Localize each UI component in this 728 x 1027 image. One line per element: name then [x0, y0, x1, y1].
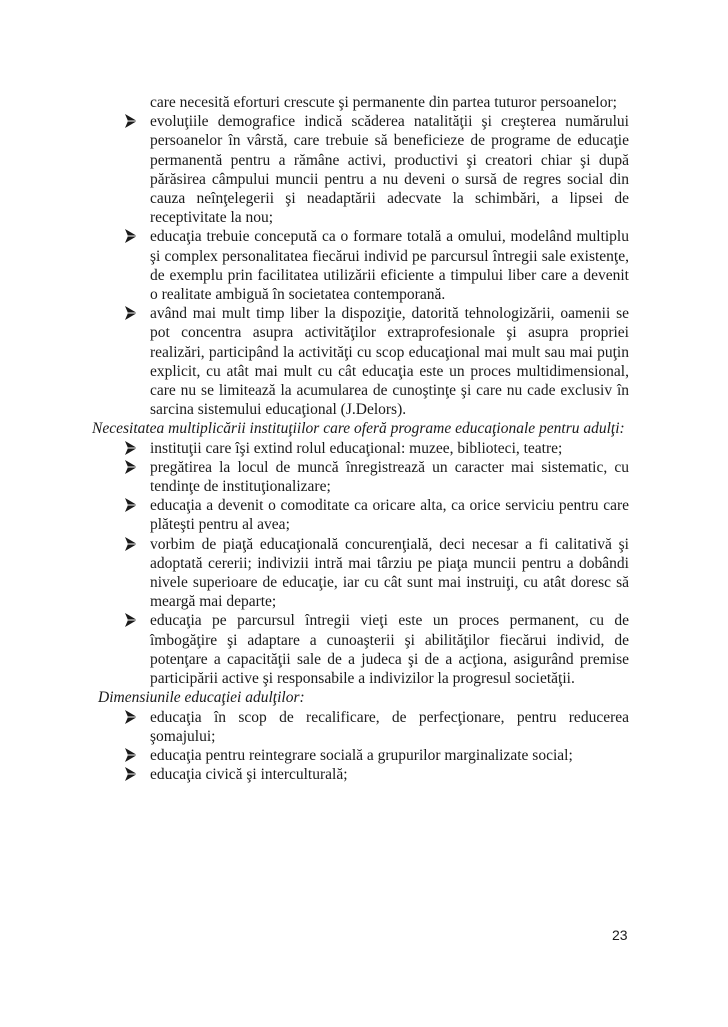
- list-item-text: educaţia pentru reintegrare socială a grupurilor marginalizate social;: [150, 746, 573, 764]
- arrow-bullet-icon: [124, 747, 138, 763]
- arrow-bullet-icon: [124, 113, 138, 129]
- list-item-text: instituţii care îşi extind rolul educaţional: muzee, biblioteci, teatre;: [150, 439, 563, 457]
- arrow-bullet-icon: [124, 305, 138, 321]
- list-item: [150, 746, 629, 765]
- list-item-text: evoluţiile demografice indică scăderea natalităţii şi creşterea numărului persoanelor în vârstă, care trebuie să beneficieze de programe de educaţie permanentă pentru a rămâne activi, productivi şi creatori chiar şi după părăsirea câmpului muncii pentru a nu deveni o sursă de regres social din cauza neînţelegerii şi neadaptării adecvate la schimbări, a lipsei de receptivitate la nou;: [150, 113, 629, 227]
- arrow-bullet-icon: [124, 497, 138, 513]
- list-item: [150, 765, 629, 784]
- list-item: [150, 535, 629, 612]
- page-content: [92, 93, 629, 784]
- section3-list: [92, 708, 629, 785]
- list-item-text: având mai mult timp liber la dispoziţie, datorită tehnologizării, oamenii se pot concentra asupra activităţilor extraprofesionale şi asupra propriei realizări, participând la activităţi cu scop educaţional mai mult sau mai puţin explicit, cu atât mai mult cu cât educaţia este un proces multidimensional, care nu se limitează la acumularea de cunoştinţe şi care nu cade exclusiv în sarcina sistemului educaţional (J.Delors).: [150, 305, 629, 419]
- list-item-text: vorbim de piaţă educaţională concurenţială, deci necesar a fi calitativă şi adoptată cererii; indivizii intră mai târziu pe piaţa muncii pentru a dobândi nivele superioare de educaţie, iar cu cât sunt mai instruiţi, cu atât doresc să meargă mai departe;: [150, 535, 629, 611]
- list-item: [150, 611, 629, 688]
- list-item-text: educaţia pe parcursul întregii vieţi este un proces permanent, cu de îmbogăţire şi adaptare a cunoaşterii şi abilităţilor fiecărui individ, de potenţare a capacităţii sale de a judeca şi de a acţiona, asigurând premise participării active şi responsabile a indivizilor la progresul societăţii.: [150, 612, 629, 688]
- list-item-text: educaţia civică şi interculturală;: [150, 766, 348, 784]
- list-item: [150, 227, 629, 304]
- list-item: [150, 112, 629, 227]
- arrow-bullet-icon: [124, 228, 138, 244]
- arrow-bullet-icon: [124, 440, 138, 456]
- arrow-bullet-icon: [124, 766, 138, 782]
- list-item: [150, 304, 629, 419]
- list-item-text: educaţia în scop de recalificare, de perfecţionare, pentru reducerea şomajului;: [150, 708, 629, 745]
- arrow-bullet-icon: [124, 709, 138, 725]
- list-item-text: pregătirea la locul de muncă înregistrează un caracter mai sistematic, cu tendinţe de instituţionalizare;: [150, 458, 629, 496]
- arrow-bullet-icon: [124, 536, 138, 552]
- list-item: [150, 458, 629, 496]
- section-heading: Dimensiunile educaţiei adulţilor:: [98, 689, 305, 707]
- list-item-text: educaţia trebuie concepută ca o formare totală a omului, modelând multiplu şi complex personalitatea fiecărui individ pe parcursul întregii sale existenţe, de exemplu prin facilitatea utilizării eficiente a timpului liber care a devenit o realitate ambiguă în societatea contemporană.: [150, 228, 629, 304]
- arrow-bullet-icon: [124, 459, 138, 475]
- list-item: [150, 496, 629, 534]
- page-number: 23: [612, 927, 628, 943]
- section-heading: Necesitatea multiplicării instituţiilor care oferă programe educaţionale pentru adulţi:: [92, 420, 625, 438]
- list-item: [150, 708, 629, 746]
- continuation-paragraph: care necesită eforturi crescute şi permanente din partea tuturor persoanelor;: [150, 94, 617, 111]
- list-item-text: educaţia a devenit o comoditate ca oricare alta, ca orice serviciu pentru care plăteşti pentru al avea;: [150, 497, 629, 534]
- section1-list: [92, 112, 629, 419]
- section2-list: [92, 439, 629, 689]
- arrow-bullet-icon: [124, 612, 138, 628]
- list-item: [150, 439, 629, 458]
